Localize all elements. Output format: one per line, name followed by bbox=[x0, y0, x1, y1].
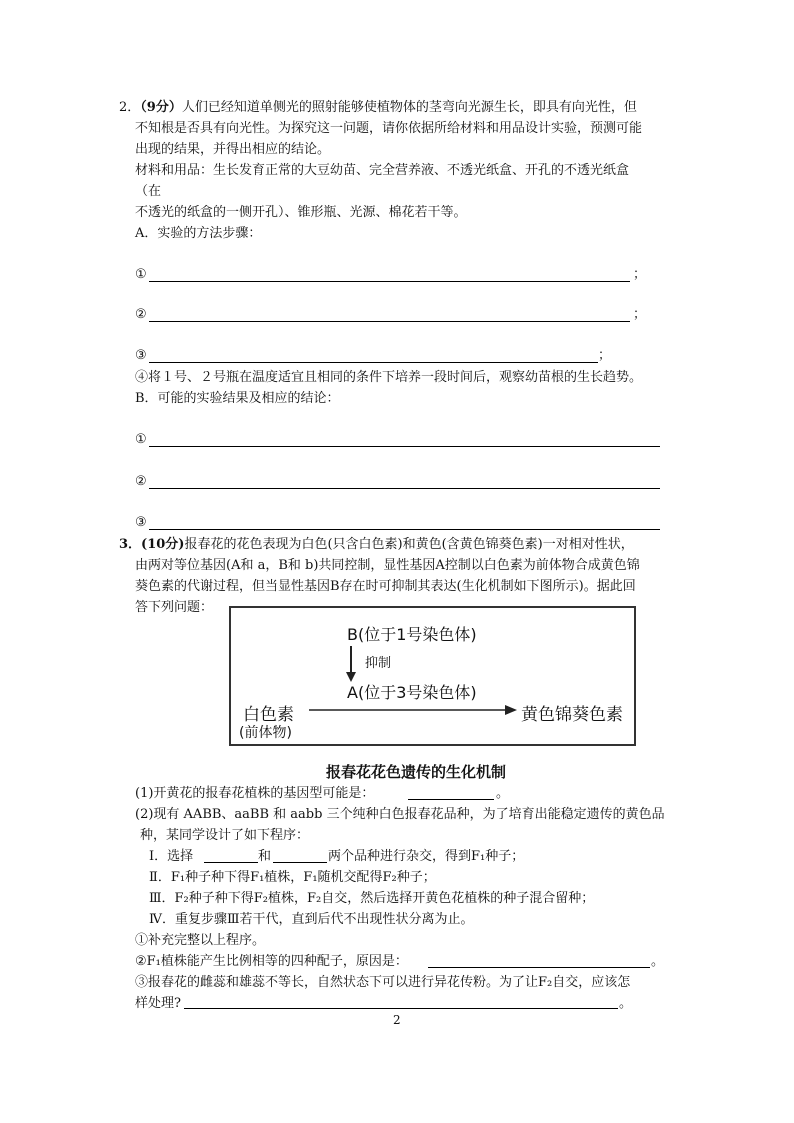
q3-score: (10分) bbox=[141, 537, 185, 552]
q2-materials-2: （在 bbox=[135, 184, 162, 199]
q2-number: 2． bbox=[119, 100, 141, 115]
q3-line-2: 由两对等位基因(A和 a，B和 b)共同控制，显性基因A控制以白色素为前体物合成黄色锦 bbox=[135, 558, 640, 573]
page-number: 2 bbox=[393, 1013, 401, 1027]
q3-sub-3-end: 。 bbox=[619, 996, 633, 1011]
q3-part-1-end: 。 bbox=[496, 786, 510, 801]
q2-section-b-heading: B．可能的实验结果及相应的结论： bbox=[135, 391, 340, 406]
q2-step-2-blank[interactable] bbox=[149, 321, 630, 322]
q3-number: 3． bbox=[119, 537, 142, 552]
q2-text-1: 人们已经知道单侧光的照射能够使植物体的茎弯向光源生长，即具有向光性，但 bbox=[181, 100, 637, 115]
q2-step-1-blank[interactable] bbox=[149, 281, 630, 282]
q3-sub-2-end: 。 bbox=[651, 954, 665, 969]
q2-materials-3: 不透光的纸盒的一侧开孔）、锥形瓶、光源、棉花若干等。 bbox=[135, 205, 467, 220]
q2-result-3-marker: ③ bbox=[135, 515, 147, 530]
q3-line-4: 答下列问题： bbox=[135, 600, 214, 615]
q2-step-4: ④将１号、２号瓶在温度适宜且相同的条件下培养一段时间后，观察幼苗根的生长趋势。 bbox=[135, 370, 643, 385]
q3-part-2-line-1: (2)现有 AABB、aaBB 和 aabb 三个纯种白色报春花品种，为了培育出能稳定遗传的黄色品 bbox=[135, 807, 665, 822]
q3-part-1-blank[interactable] bbox=[408, 799, 494, 800]
q3-sub-2-text: ②F₁植株能产生比例相等的四种配子，原因是： bbox=[135, 954, 408, 969]
q2-step-3-blank[interactable] bbox=[149, 362, 598, 363]
biochemical-mechanism-diagram bbox=[229, 606, 636, 746]
q3-step-2: Ⅱ．F₁种子种下得F₁植株，F₁随机交配得F₂种子； bbox=[149, 870, 436, 885]
diagram-a-gene: A(位于3号染色体) bbox=[347, 683, 477, 702]
q2-line-3: 出现的结果，并得出相应的结论。 bbox=[135, 142, 331, 157]
q2-section-a-heading: A．实验的方法步骤： bbox=[135, 226, 262, 241]
q2-step-3-semicolon: ； bbox=[598, 348, 612, 363]
q3-sub-2-blank[interactable] bbox=[428, 967, 650, 968]
q3-step-1-blank-2[interactable] bbox=[273, 862, 327, 863]
q2-step-1-marker: ① bbox=[135, 267, 147, 282]
q2-result-1-blank[interactable] bbox=[149, 446, 660, 447]
q3-line-1 bbox=[119, 535, 634, 555]
diagram-white-pigment: 白色素 bbox=[243, 705, 294, 725]
q2-step-2-semicolon: ； bbox=[633, 307, 647, 322]
q3-part-2-line-2: 种，某同学设计了如下程序： bbox=[140, 828, 310, 843]
q2-result-2-blank[interactable] bbox=[149, 488, 660, 489]
q2-materials-1: 材料和用品：生长发育正常的大豆幼苗、完全营养液、不透光纸盒、开孔的不透光纸盒 bbox=[135, 163, 630, 178]
q3-step-3: Ⅲ．F₂种子种下得F₂植株，F₂自交，然后选择开黄色花植株的种子混合留种； bbox=[149, 891, 595, 906]
q3-step-1-blank-1[interactable] bbox=[204, 862, 258, 863]
q3-text-1: 报春花的花色表现为白色(只含白色素)和黄色(含黄色锦葵色素)一对相对性状， bbox=[184, 537, 634, 552]
diagram-caption: 报春花花色遗传的生化机制 bbox=[326, 763, 507, 781]
q3-sub-3-line-1: ③报春花的雌蕊和雄蕊不等长，自然状态下可以进行异花传粉。为了让F₂自交，应该怎 bbox=[135, 975, 631, 990]
q3-step-1-text-c: 两个品种进行杂交，得到F₁种子； bbox=[328, 849, 525, 864]
q2-step-2-marker: ② bbox=[135, 307, 147, 322]
q3-step-1-text-a: Ⅰ．选择 bbox=[149, 849, 194, 864]
q2-result-2-marker: ② bbox=[135, 474, 147, 489]
diagram-yellow-pigment: 黄色锦葵色素 bbox=[521, 705, 623, 725]
q3-step-4: Ⅳ．重复步骤Ⅲ若干代，直到后代不出现性状分离为止。 bbox=[149, 912, 474, 927]
q2-step-3-marker: ③ bbox=[135, 348, 147, 363]
q2-line-2: 不知根是否具有向光性。为探究这一问题，请你依据所给材料和用品设计实验，预测可能 bbox=[135, 121, 643, 136]
diagram-inhibit-label: 抑制 bbox=[365, 656, 392, 671]
q2-score: （9分） bbox=[140, 100, 182, 115]
diagram-b-gene: B(位于1号染色体) bbox=[347, 625, 477, 644]
q3-line-3: 葵色素的代谢过程，但当显性基因B存在时可抑制其表达(生化机制如下图所示)。据此回 bbox=[135, 579, 636, 594]
q2-step-1-semicolon: ； bbox=[633, 267, 647, 282]
q3-sub-3-line-2: 样处理? bbox=[135, 996, 181, 1011]
q2-result-1-marker: ① bbox=[135, 432, 147, 447]
q3-sub-3-blank[interactable] bbox=[184, 1008, 618, 1009]
pathway-arrow-icon bbox=[307, 702, 519, 718]
inhibit-arrow-icon bbox=[345, 644, 359, 684]
q3-part-1-text: (1)开黄花的报春花植株的基因型可能是： bbox=[135, 786, 375, 801]
q2-result-3-blank[interactable] bbox=[149, 529, 660, 530]
q3-sub-1: ①补充完整以上程序。 bbox=[135, 933, 266, 948]
q3-step-1-text-b: 和 bbox=[258, 849, 272, 864]
q2-line-1 bbox=[119, 98, 637, 118]
diagram-precursor-label: (前体物) bbox=[239, 725, 292, 741]
